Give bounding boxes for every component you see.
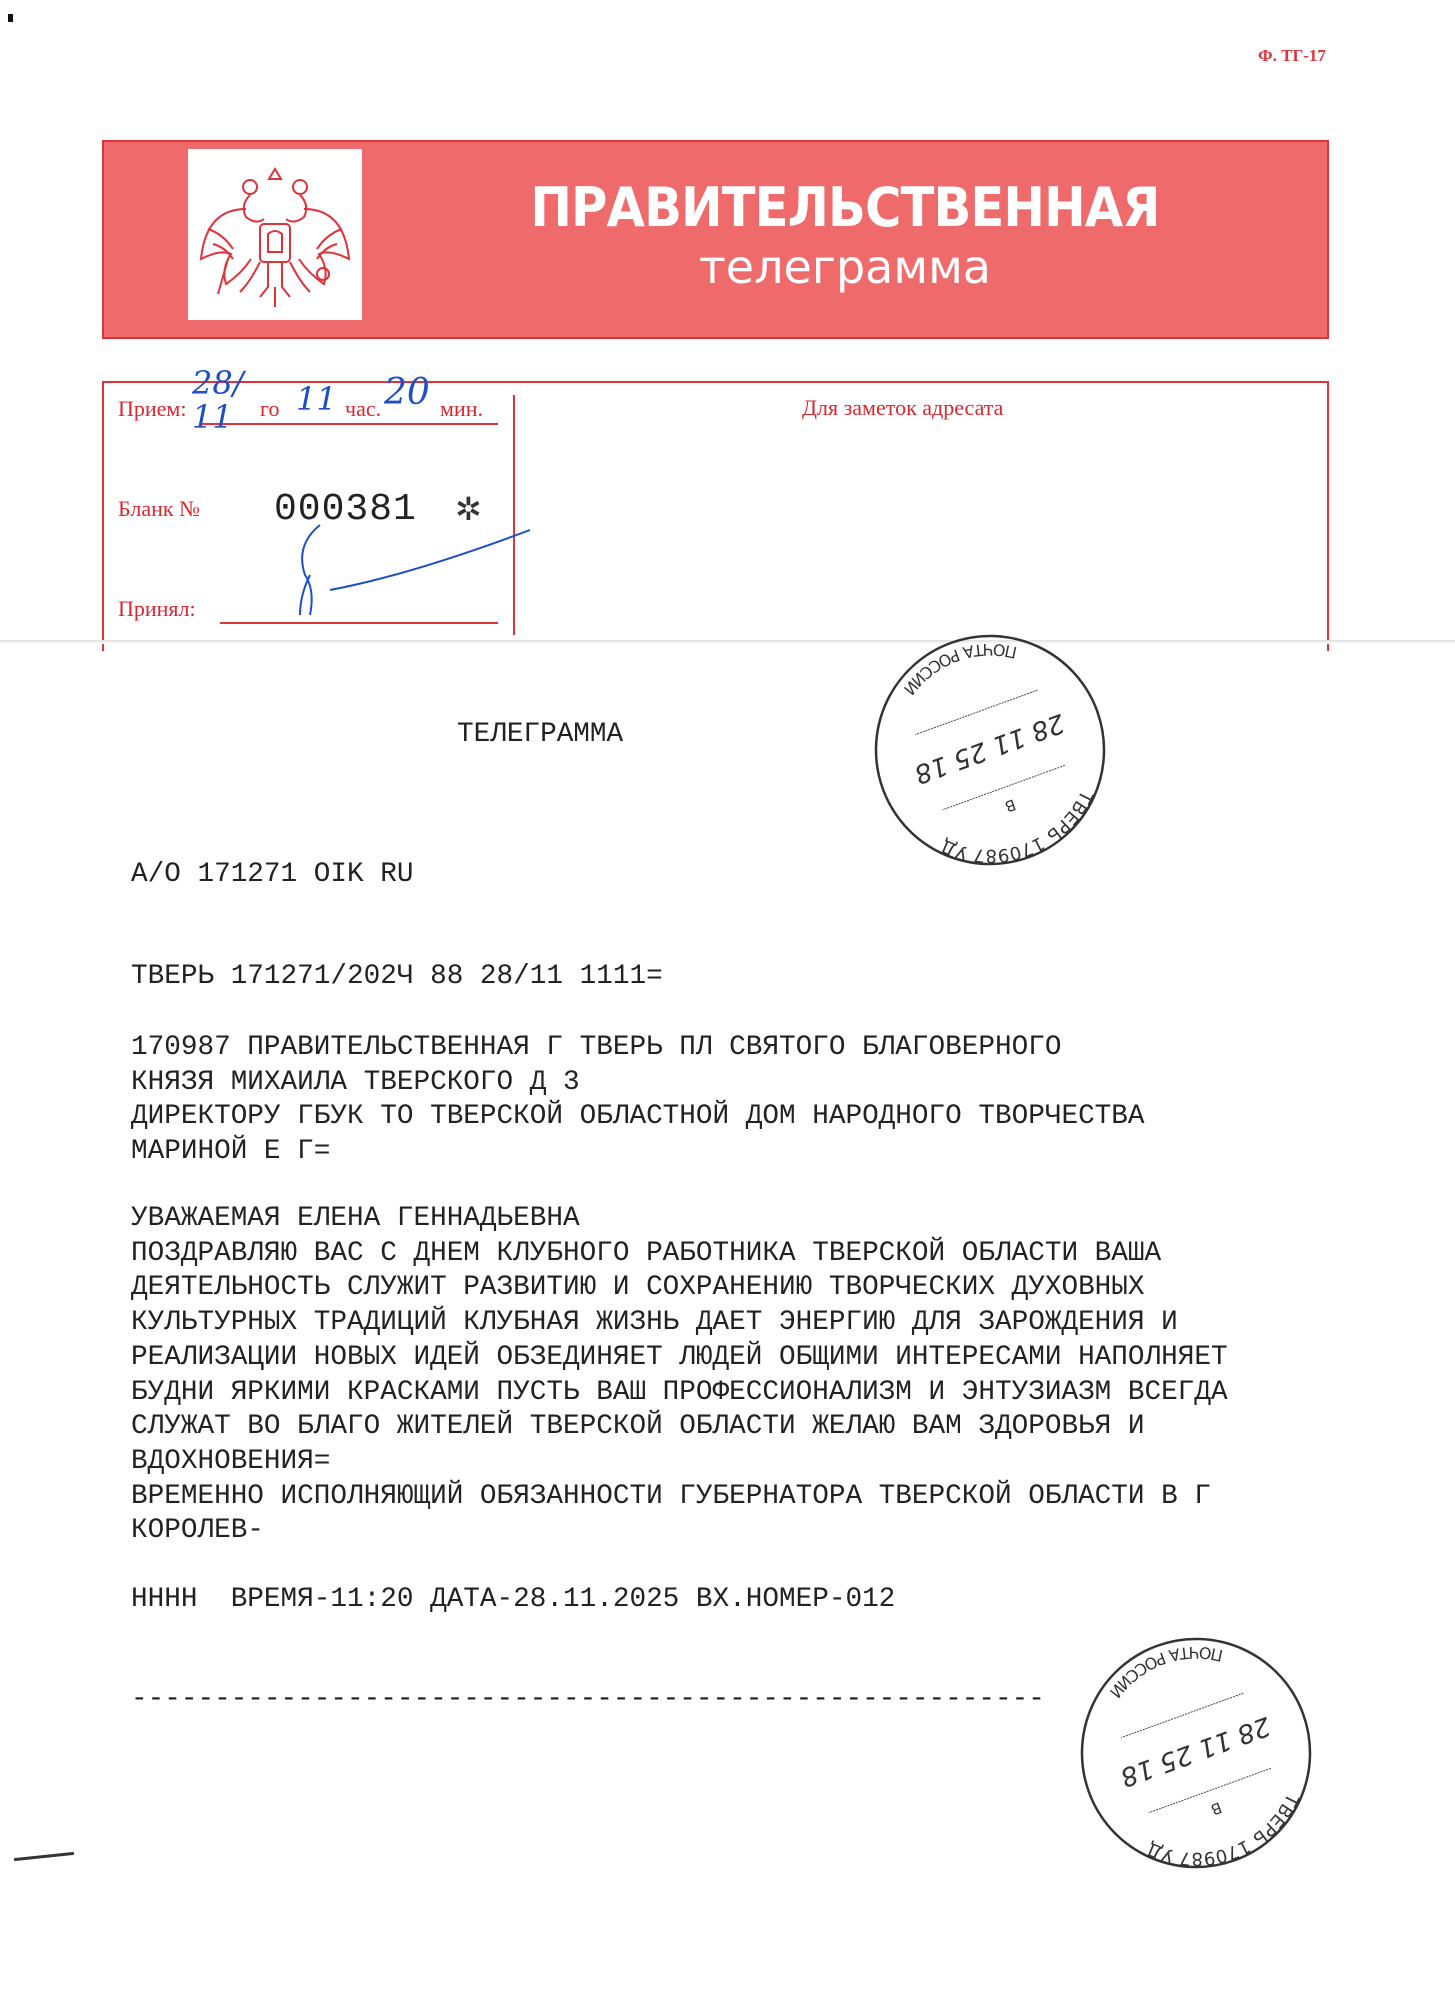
document-title: ПРАВИТЕЛЬСТВЕННАЯ — [530, 176, 1160, 239]
double-headed-eagle-icon — [188, 149, 362, 320]
day-suffix-label: го — [260, 396, 280, 421]
service-line: ТВЕРЬ 171271/202Ч 88 28/11 1111= — [131, 961, 663, 992]
notes-label: Для заметок адресата — [802, 395, 1004, 420]
signature-icon — [270, 505, 540, 625]
svg-text:ТВЕРЬ 170987 УД — [1139, 1784, 1315, 1873]
footer-line: НННН ВРЕМЯ-11:20 ДАТА-28.11.2025 ВХ.НОМЕР-012 — [131, 1584, 896, 1615]
stamp-top-text: ТВЕРЬ 170987 УД — [938, 787, 1097, 867]
address-line: КНЯЗЯ МИХАИЛА ТВЕРСКОГО Д 3 — [131, 1066, 580, 1098]
address-line: МАРИНОЙ Е Г= — [131, 1136, 331, 1168]
form-code: Ф. ТГ-17 — [1258, 46, 1326, 65]
stamp-letter: В — [1002, 795, 1019, 816]
accepted-label: Принял: — [118, 596, 196, 621]
minute-label: мин. — [440, 396, 483, 421]
document-subtitle: телеграмма — [699, 240, 991, 294]
stamp-date: 28 11 25 18 — [910, 707, 1069, 790]
message-body — [131, 1202, 1228, 1549]
postmark-stamp-2 — [1076, 1633, 1316, 1873]
stamp-bottom-text: ПОЧТА РОССИИ — [1105, 1642, 1225, 1702]
body-line: СЛУЖАТ ВО БЛАГО ЖИТЕЛЕЙ ТВЕРСКОЙ ОБЛАСТИ ЖЕЛАЮ ВАМ ЗДОРОВЬЯ И — [131, 1411, 1145, 1443]
svg-text:ТВЕРЬ 170987 УД — [933, 781, 1109, 870]
blank-label: Бланк № — [118, 496, 201, 521]
blank-number: 000381 — [274, 488, 417, 531]
stamp-top-text: ТВЕРЬ 170987 УД — [1144, 1790, 1303, 1870]
coat-of-arms-emblem — [188, 149, 362, 320]
stamp-bottom-text: ПОЧТА РОССИИ — [899, 639, 1019, 699]
body-line: ДЕЯТЕЛЬНОСТЬ СЛУЖИТ РАЗВИТИЮ И СОХРАНЕНИЮ ТВОРЧЕСКИХ ДУХОВНЫХ — [131, 1272, 1145, 1304]
paper-tear-edge — [0, 640, 1455, 644]
postmark-stamp — [870, 630, 1110, 870]
stamp-letter: В — [1208, 1798, 1225, 1819]
route-line: А/О 171271 OIK RU — [131, 859, 414, 890]
body-line: ВРЕМЕННО ИСПОЛНЯЮЩИЙ ОБЯЗАННОСТИ ГУБЕРНАТОРА ТВЕРСКОЙ ОБЛАСТИ В Г — [131, 1480, 1211, 1512]
received-minute-handwritten: 20 — [384, 372, 430, 413]
scan-mark — [14, 1852, 74, 1861]
received-day-handwritten: 28/11 — [192, 364, 244, 436]
body-line: УВАЖАЕМАЯ ЕЛЕНА ГЕННАДЬЕВНА — [131, 1203, 580, 1234]
address-line: ДИРЕКТОРУ ГБУК ТО ТВЕРСКОЙ ОБЛАСТНОЙ ДОМ НАРОДНОГО ТВОРЧЕСТВА — [131, 1101, 1145, 1133]
body-line: КОРОЛЕВ- — [131, 1515, 264, 1547]
asterisk-mark-icon: ✲ — [455, 491, 482, 527]
body-line: РЕАЛИЗАЦИИ НОВЫХ ИДЕЙ ОБЗЕДИНЯЕТ ЛЮДЕЙ ОБЩИМИ ИНТЕРЕСАМИ НАПОЛНЯЕТ — [131, 1341, 1228, 1373]
received-label: Прием: — [118, 396, 187, 421]
body-line: ПОЗДРАВЛЯЮ ВАС С ДНЕМ КЛУБНОГО РАБОТНИКА ТВЕРСКОЙ ОБЛАСТИ ВАША — [131, 1237, 1162, 1269]
address-line: 170987 ПРАВИТЕЛЬСТВЕННАЯ Г ТВЕРЬ ПЛ СВЯТОГО БЛАГОВЕРНОГО — [131, 1032, 1062, 1063]
stamp-date: 28 11 25 18 — [1116, 1710, 1275, 1793]
address-block — [131, 1031, 1145, 1170]
hour-label: час. — [345, 396, 382, 421]
body-line: ВДОХНОВЕНИЯ= — [131, 1445, 331, 1477]
telegram-heading: ТЕЛЕГРАММА — [457, 719, 624, 750]
body-line: КУЛЬТУРНЫХ ТРАДИЦИЙ КЛУБНАЯ ЖИЗНЬ ДАЕТ ЭНЕРГИЮ ДЛЯ ЗАРОЖДЕНИЯ И — [131, 1307, 1178, 1339]
body-line: БУДНИ ЯРКИМИ КРАСКАМИ ПУСТЬ ВАШ ПРОФЕССИОНАЛИЗМ И ЭНТУЗИАЗМ ВСЕГДА — [131, 1376, 1228, 1408]
received-hour-handwritten: 11 — [296, 380, 337, 418]
separator-line: ------------------------------------------------------- — [131, 1684, 1045, 1715]
scan-corner-mark — [8, 14, 13, 22]
